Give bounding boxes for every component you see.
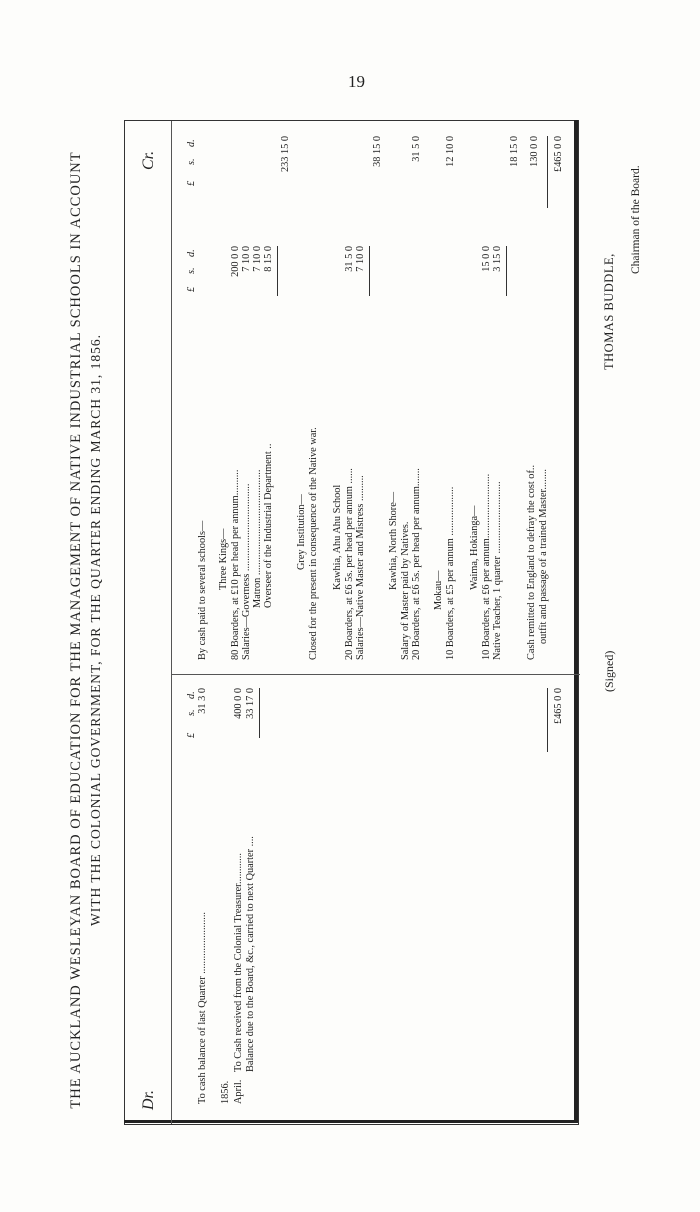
three-kings-governess-label: Salaries—Governess .................................. (241, 483, 252, 660)
kawhia-north-total: 31 5 0 (411, 136, 422, 162)
grey-note: Closed for the present in consequence of the Native war. (308, 427, 319, 660)
waima-boarders-label: 10 Boarders, at £6 per annum......................... (481, 473, 492, 660)
credit-total: £465 0 0 (553, 136, 564, 173)
kawhia-ahu-heading: Kawhia, Ahu Ahu School (332, 484, 343, 590)
frame-heavy-rule-left (124, 1120, 576, 1123)
debit-balance-label: To cash balance of last Quarter ........................ (197, 911, 208, 1104)
debit-total-rule (547, 688, 548, 752)
three-kings-heading: Three Kings— (218, 528, 229, 590)
document-title-line2: WITH THE COLONIAL GOVERNMENT, FOR THE QUARTER ENDING MARCH 31, 1856. (88, 333, 103, 927)
kawhia-north-heading: Kawhia, North Shore— (388, 491, 399, 590)
signatory-name: THOMAS BUDDLE, (602, 253, 616, 370)
frame-heavy-rule-bottom (574, 120, 578, 1123)
column-divider (172, 674, 580, 675)
rotated-account-sheet (40, 130, 640, 1130)
three-kings-governess-amount: 7 10 0 (241, 246, 252, 272)
credit-currency-d: d. (186, 139, 197, 147)
waima-teacher-label: Native Teacher, 1 quarter ............................ (492, 481, 503, 660)
debit-year: 1856. (220, 1080, 231, 1104)
debit-subtotal-rule (259, 688, 260, 738)
three-kings-boarders-label: 80 Boarders, at £10 per head per annum.......... (230, 469, 241, 660)
grey-heading: Grey Institution— (296, 494, 307, 570)
three-kings-total: 233 15 0 (280, 136, 291, 173)
debit-heading: Dr. (140, 1089, 157, 1110)
three-kings-overseer-label: Overseer of the Industrial Department .. (263, 443, 274, 608)
three-kings-boarders-amount: 200 0 0 (230, 246, 241, 277)
debit-currency-s: s. (186, 709, 197, 716)
debit-cash-received-amount: 400 0 0 (233, 688, 244, 719)
mokau-total: 12 10 0 (445, 136, 456, 167)
mokau-boarders-label: 10 Boarders, at £5 per annum ................... (445, 486, 456, 660)
document-title-line1: THE AUCKLAND WESLEYAN BOARD OF EDUCATION FOR THE MANAGEMENT OF NATIVE INDUSTRIAL SCHOOLS IN ACCOUNT (68, 151, 84, 1109)
remitted-label-line2: outfit and passage of a trained Master........ (538, 469, 549, 644)
remitted-label-line1: Cash remitted to England to defray the cost of.. (526, 464, 537, 660)
kawhia-north-salary-label: Salary of Master paid by Natives. (400, 521, 411, 660)
mokau-heading: Mokau— (433, 570, 444, 610)
debit-cash-received-label: To Cash received from the Colonial Treasurer............ (233, 853, 244, 1072)
signatory-title: Chairman of the Board. (630, 165, 642, 274)
credit-sub-currency-pound: £ (186, 286, 197, 292)
signed-note: (Signed) (602, 650, 616, 692)
debit-balance-amount: 31 3 0 (197, 688, 208, 714)
credit-currency-pound: £ (186, 180, 197, 186)
three-kings-matron-label: Matron ......................................... (252, 469, 263, 608)
kawhia-ahu-rule (369, 246, 370, 296)
page-number: 19 (348, 72, 365, 91)
credit-currency-s: s. (186, 158, 197, 165)
credit-total-rule (547, 136, 548, 208)
credit-heading: Cr. (140, 150, 157, 170)
debit-currency-d: d. (186, 691, 197, 699)
kawhia-north-boarders-label: 20 Boarders, at £6 5s. per head per annum....... (411, 468, 422, 660)
waima-heading: Waima, Hokianga— (469, 505, 480, 590)
waima-boarders-amount: 15 0 0 (481, 246, 492, 272)
waima-rule (506, 246, 507, 296)
three-kings-overseer-amount: 8 15 0 (263, 246, 274, 272)
kawhia-ahu-boarders-label: 20 Boarders, at £6 5s. per head per annum ...... (344, 468, 355, 660)
debit-currency-pound: £ (186, 732, 197, 738)
credit-sub-currency-s: s. (186, 267, 197, 274)
debit-balance-due-amount: 33 17 0 (245, 688, 256, 719)
debit-month: April. (233, 1079, 244, 1104)
three-kings-matron-amount: 7 10 0 (252, 246, 263, 272)
header-divider (171, 121, 172, 1124)
kawhia-ahu-salaries-amount: 7 10 0 (355, 246, 366, 272)
waima-teacher-amount: 3 15 0 (492, 246, 503, 272)
credit-sub-currency-d: d. (186, 249, 197, 257)
waima-total: 18 15 0 (509, 136, 520, 167)
credit-intro: By cash paid to several schools— (197, 520, 208, 660)
kawhia-ahu-total: 38 15 0 (372, 136, 383, 167)
three-kings-rule (277, 246, 278, 296)
kawhia-ahu-boarders-amount: 31 5 0 (344, 246, 355, 272)
kawhia-ahu-salaries-label: Salaries—Native Master and Mistress .......... (355, 475, 366, 660)
debit-total: £465 0 0 (553, 688, 564, 725)
debit-balance-due-label: Balance due to the Board, &c., carried to next Quarter .... (245, 836, 256, 1072)
remitted-total: 130 0 0 (529, 136, 540, 167)
